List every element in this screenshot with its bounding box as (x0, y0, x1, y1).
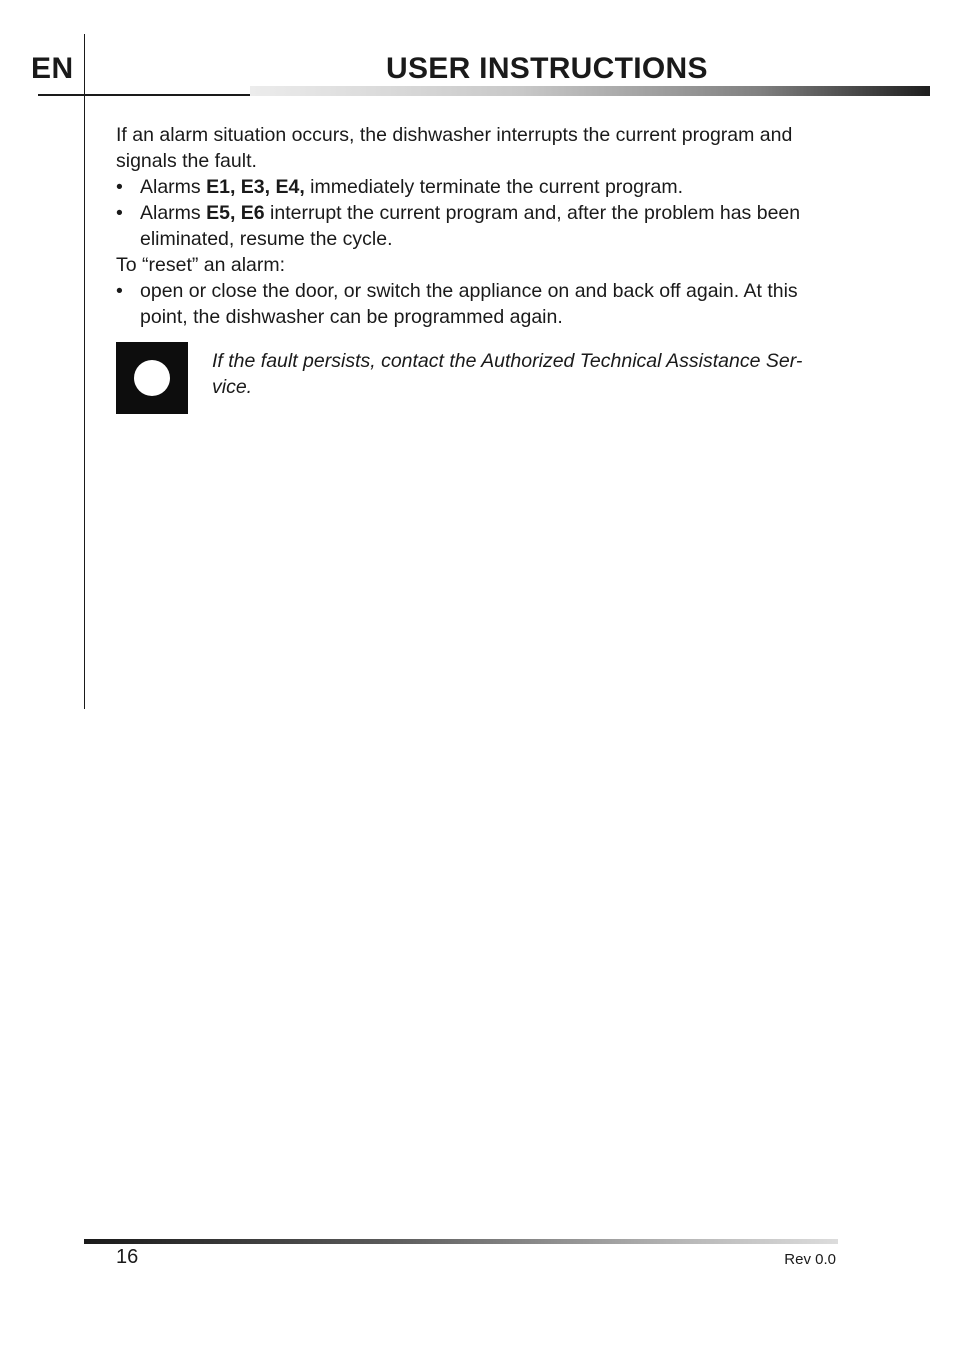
page-title: USER INSTRUCTIONS (386, 52, 708, 85)
bullet-icon: • (116, 202, 123, 224)
page-number: 16 (116, 1246, 139, 1268)
info-dot-icon (116, 342, 188, 414)
reset-steps-list (116, 278, 840, 330)
alarm-codes: E5, E6 (206, 202, 265, 224)
bullet-icon: • (116, 280, 123, 302)
alarm-item (116, 174, 840, 200)
alarm-prefix: Alarms (140, 202, 207, 224)
alarm-list (116, 174, 840, 252)
info-dot (134, 360, 170, 396)
intro-paragraph: If an alarm situation occurs, the dishwasher interrupts the current program and signals the fault. (116, 124, 793, 172)
reset-step-text: open or close the door, or switch the appliance on and back off again. At this point, the dishwasher can be programmed again. (140, 280, 798, 328)
alarm-description: immediately terminate the current program. (304, 176, 683, 198)
main-content (116, 122, 840, 330)
footer-gradient-bar (84, 1239, 838, 1244)
header-gradient-bar (250, 86, 930, 96)
note-text: If the fault persists, contact the Authorized Technical Assistance Ser-vice. (212, 350, 803, 398)
bullet-icon: • (116, 176, 123, 198)
margin-rule (84, 34, 85, 709)
header-rule (38, 94, 250, 96)
alarm-description: interrupt the current program and, after the problem has been eliminated, resume the cycle. (140, 202, 801, 250)
revision-label: Rev 0.0 (784, 1251, 836, 1268)
alarm-prefix: Alarms (140, 176, 207, 198)
alarm-item (116, 200, 840, 252)
language-code: EN (31, 52, 74, 85)
reset-heading: To “reset” an alarm: (116, 254, 286, 276)
alarm-codes: E1, E3, E4, (206, 176, 305, 198)
reset-step (116, 278, 840, 330)
